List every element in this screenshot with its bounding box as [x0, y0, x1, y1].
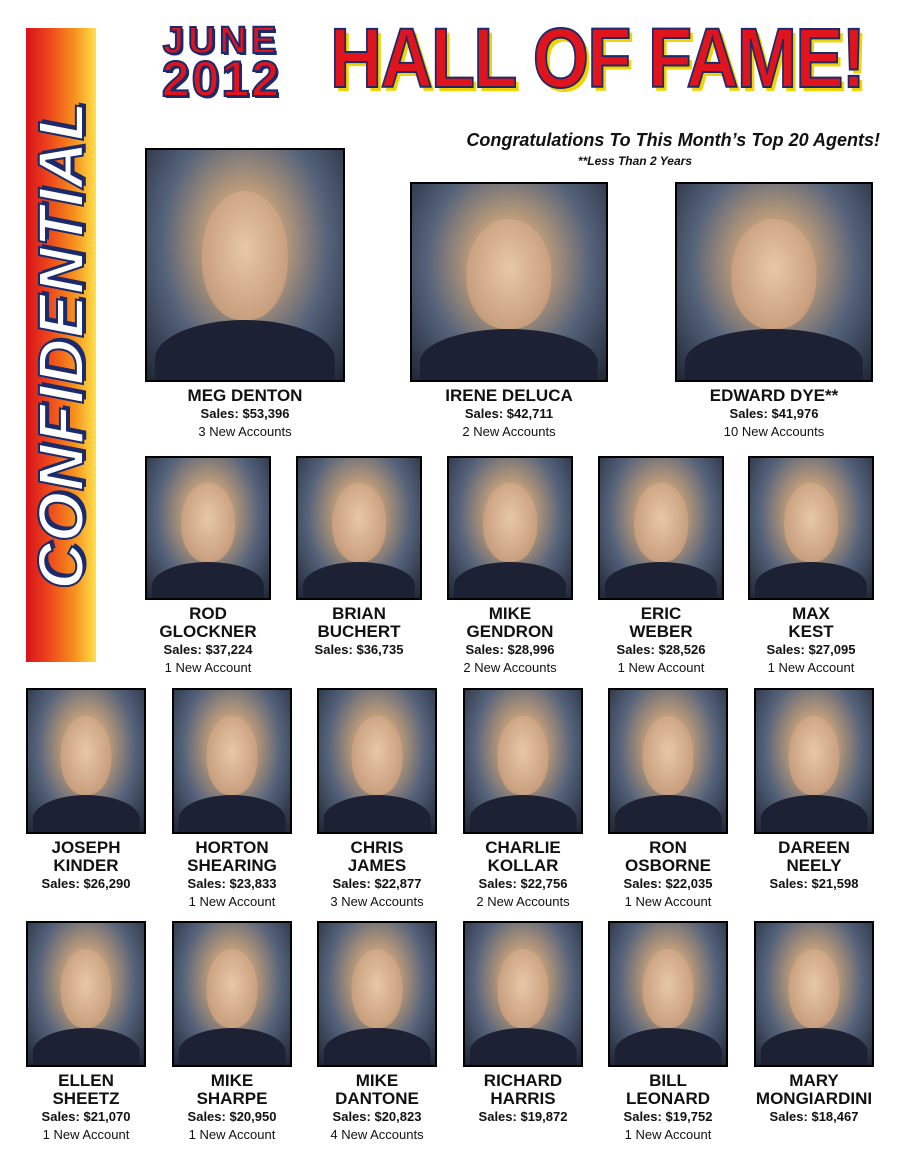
- agent-name: EDWARD DYE**: [709, 386, 839, 405]
- agent-sales: Sales: $21,070: [41, 1109, 131, 1124]
- header-year: 2012: [161, 51, 282, 107]
- congratulations-subheading: Congratulations To This Month’s Top 20 Agents!: [466, 130, 880, 150]
- agent-card: [754, 688, 874, 893]
- agent-card: [410, 182, 608, 441]
- agent-first-name: ROD: [189, 604, 227, 623]
- agent-last-name: NEELY: [786, 856, 842, 875]
- agent-first-name: BILL: [649, 1071, 687, 1090]
- agent-first-name: CHRIS: [350, 838, 404, 857]
- agent-name: MEG DENTON: [187, 386, 303, 405]
- agent-card: [26, 921, 146, 1144]
- agent-sales: Sales: $41,976: [729, 406, 819, 421]
- agent-last-name: BUCHERT: [317, 622, 401, 641]
- agent-first-name: MIKE: [488, 604, 532, 623]
- agent-first-name: MIKE: [355, 1071, 399, 1090]
- agent-last-name: KINDER: [53, 856, 119, 875]
- agent-accounts: 3 New Accounts: [330, 894, 424, 909]
- agent-sales: Sales: $53,396: [200, 406, 290, 421]
- agent-first-name: MAX: [792, 604, 830, 623]
- agent-photo: [754, 921, 874, 1067]
- agent-photo: [26, 921, 146, 1067]
- agent-last-name: OSBORNE: [625, 856, 711, 875]
- agent-card: [463, 921, 583, 1126]
- agent-photo: [296, 456, 422, 600]
- agent-photo: [317, 688, 437, 834]
- agent-last-name: DANTONE: [335, 1089, 419, 1108]
- agent-last-name: SHEARING: [187, 856, 277, 875]
- agent-card: [608, 688, 728, 911]
- agent-card: [296, 456, 422, 659]
- agent-accounts: 1 New Account: [624, 894, 712, 909]
- agent-first-name: ELLEN: [58, 1071, 114, 1090]
- agent-first-name: MIKE: [210, 1071, 254, 1090]
- agent-first-name: HORTON: [195, 838, 269, 857]
- agent-accounts: 1 New Account: [188, 894, 276, 909]
- agent-photo: [608, 921, 728, 1067]
- agent-first-name: MARY: [789, 1071, 839, 1090]
- agent-sales: Sales: $28,526: [616, 642, 706, 657]
- agent-sales: Sales: $27,095: [766, 642, 856, 657]
- agent-card: [744, 921, 884, 1126]
- agent-card: [26, 688, 146, 893]
- agent-sales: Sales: $23,833: [187, 876, 277, 891]
- agent-card: [317, 921, 437, 1144]
- agent-last-name: WEBER: [629, 622, 693, 641]
- agent-last-name: LEONARD: [625, 1089, 711, 1108]
- agent-photo: [447, 456, 573, 600]
- agent-photo: [748, 456, 874, 600]
- agent-accounts: 1 New Account: [767, 660, 855, 675]
- agent-photo: [463, 688, 583, 834]
- agent-card: [145, 148, 345, 441]
- agent-sales: Sales: $22,877: [332, 876, 422, 891]
- agent-accounts: 1 New Account: [624, 1127, 712, 1142]
- agent-accounts: 1 New Account: [164, 660, 252, 675]
- agent-card: [675, 182, 873, 441]
- agent-photo: [317, 921, 437, 1067]
- agent-sales: Sales: $22,756: [478, 876, 568, 891]
- agent-sales: Sales: $21,598: [769, 876, 859, 891]
- agent-name: IRENE DELUCA: [445, 386, 573, 405]
- agent-last-name: JAMES: [347, 856, 407, 875]
- agent-photo: [410, 182, 608, 382]
- agent-card: [172, 688, 292, 911]
- agent-last-name: MONGIARDINI: [755, 1089, 873, 1108]
- agent-photo: [598, 456, 724, 600]
- agent-sales: Sales: $36,735: [314, 642, 404, 657]
- agent-sales: Sales: $26,290: [41, 876, 131, 891]
- agent-last-name: SHARPE: [196, 1089, 268, 1108]
- agent-card: [145, 456, 271, 677]
- agent-photo: [145, 456, 271, 600]
- agent-card: [317, 688, 437, 911]
- agent-photo: [675, 182, 873, 382]
- agent-sales: Sales: $18,467: [769, 1109, 859, 1124]
- agent-accounts: 2 New Accounts: [462, 424, 556, 439]
- agent-card: [598, 456, 724, 677]
- agent-sales: Sales: $20,823: [332, 1109, 422, 1124]
- agent-first-name: DAREEN: [778, 838, 850, 857]
- agent-accounts: 4 New Accounts: [330, 1127, 424, 1142]
- agent-photo: [754, 688, 874, 834]
- agent-sales: Sales: $20,950: [187, 1109, 277, 1124]
- agent-card: [172, 921, 292, 1144]
- agent-photo: [26, 688, 146, 834]
- agent-first-name: RON: [649, 838, 687, 857]
- agent-photo: [172, 921, 292, 1067]
- less-than-two-years-note: **Less Than 2 Years: [577, 154, 692, 168]
- agent-last-name: GLOCKNER: [159, 622, 257, 641]
- agent-last-name: KOLLAR: [487, 856, 559, 875]
- agent-photo: [145, 148, 345, 382]
- agent-accounts: 2 New Accounts: [476, 894, 570, 909]
- agent-card: [748, 456, 874, 677]
- agent-sales: Sales: $19,872: [478, 1109, 568, 1124]
- agent-last-name: HARRIS: [490, 1089, 556, 1108]
- agent-card: [447, 456, 573, 677]
- agent-photo: [463, 921, 583, 1067]
- agent-last-name: GENDRON: [466, 622, 554, 641]
- agent-first-name: RICHARD: [483, 1071, 563, 1090]
- agent-sales: Sales: $42,711: [464, 406, 554, 421]
- agent-sales: Sales: $28,996: [465, 642, 555, 657]
- agent-accounts: 2 New Accounts: [463, 660, 557, 675]
- agent-accounts: 1 New Account: [617, 660, 705, 675]
- agent-photo: [608, 688, 728, 834]
- agent-first-name: JOSEPH: [51, 838, 121, 857]
- agent-first-name: ERIC: [640, 604, 682, 623]
- agent-first-name: BRIAN: [332, 604, 386, 623]
- agent-last-name: KEST: [788, 622, 834, 641]
- agent-card: [608, 921, 728, 1144]
- page-title: HALL OF FAME!: [330, 11, 865, 105]
- agent-last-name: SHEETZ: [52, 1089, 120, 1108]
- agent-accounts: 10 New Accounts: [723, 424, 825, 439]
- agent-card: [463, 688, 583, 911]
- header-month: JUNE: [162, 20, 281, 62]
- agent-first-name: CHARLIE: [485, 838, 561, 857]
- confidential-label: CONFIDENTIAL: [25, 100, 97, 590]
- agent-accounts: 1 New Account: [42, 1127, 130, 1142]
- agent-accounts: 3 New Accounts: [198, 424, 292, 439]
- agent-accounts: 1 New Account: [188, 1127, 276, 1142]
- agent-sales: Sales: $37,224: [163, 642, 253, 657]
- agent-sales: Sales: $22,035: [623, 876, 713, 891]
- agent-photo: [172, 688, 292, 834]
- agent-sales: Sales: $19,752: [623, 1109, 713, 1124]
